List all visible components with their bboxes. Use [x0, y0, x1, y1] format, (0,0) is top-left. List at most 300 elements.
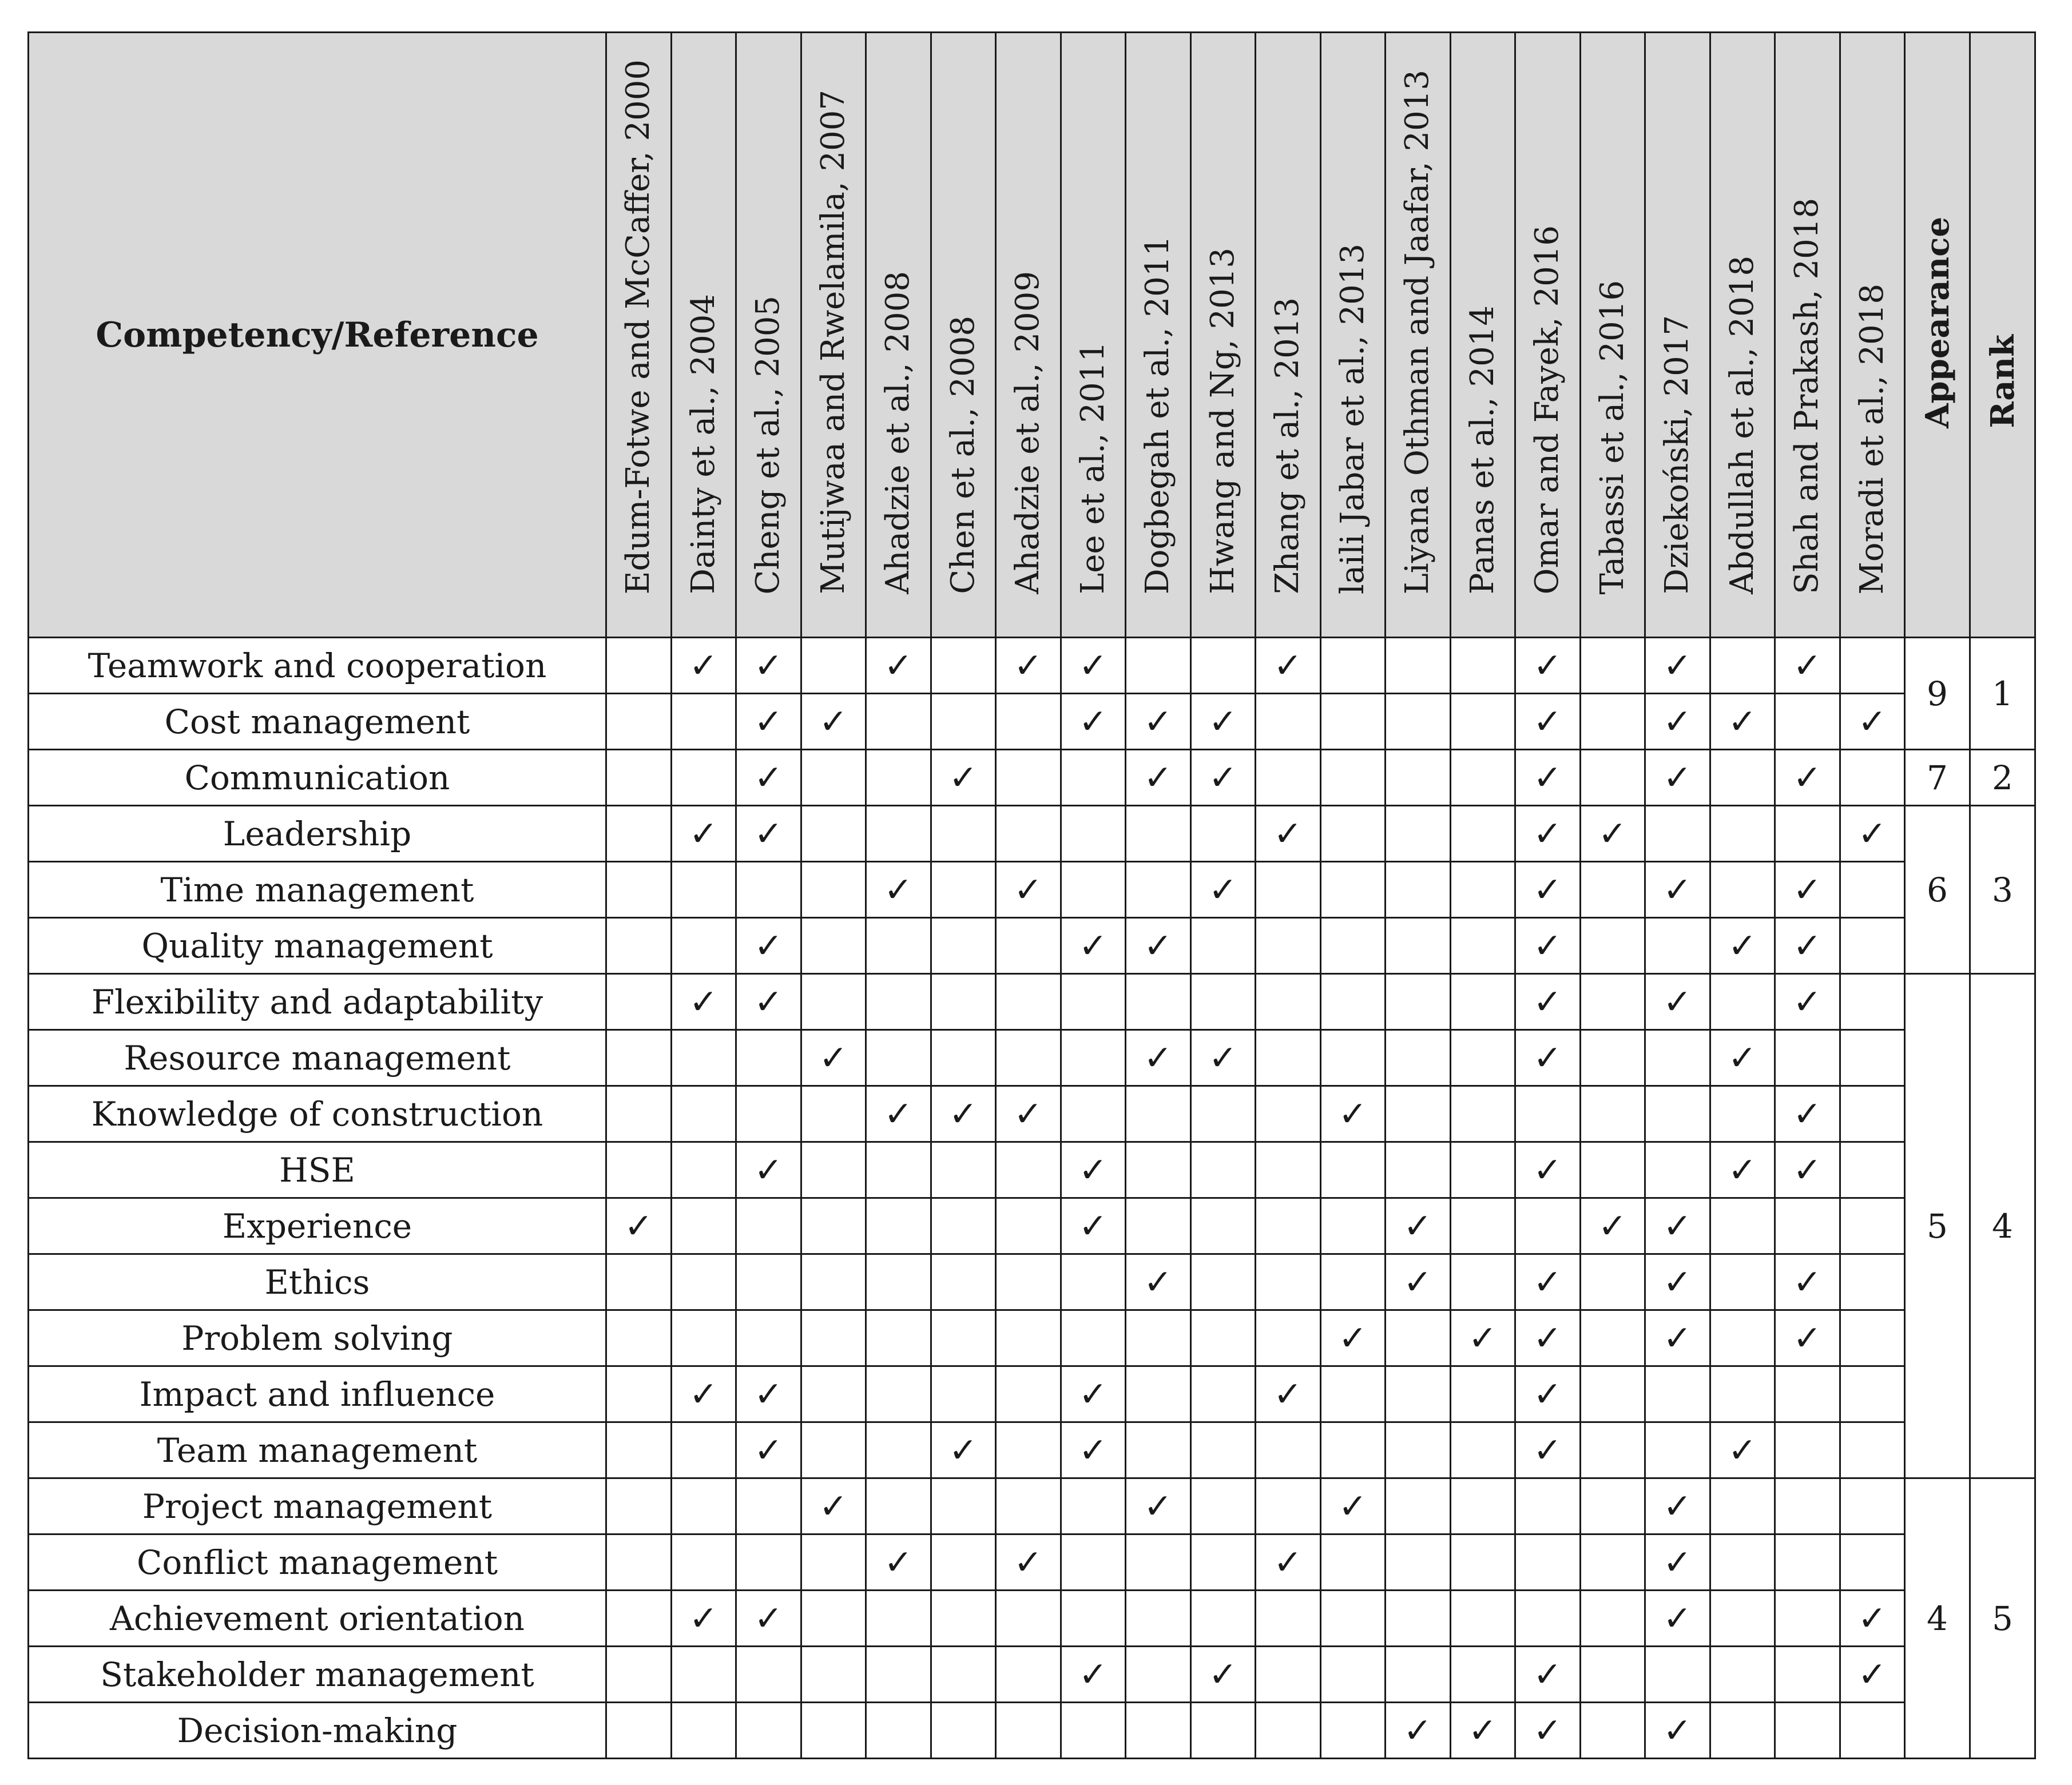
empty-cell [606, 1647, 672, 1703]
empty-cell [1256, 918, 1321, 974]
check-mark: ✓ [1386, 1198, 1451, 1254]
empty-cell [1126, 806, 1191, 862]
empty-cell [1775, 1478, 1840, 1534]
empty-cell [1256, 1030, 1321, 1086]
check-mark: ✓ [1450, 1703, 1515, 1759]
empty-cell [1386, 1647, 1451, 1703]
empty-cell [671, 750, 736, 806]
empty-cell [1190, 918, 1256, 974]
check-mark: ✓ [1645, 974, 1710, 1030]
empty-cell [1450, 1534, 1515, 1591]
check-mark: ✓ [736, 1366, 801, 1422]
empty-cell [1061, 1086, 1126, 1142]
appearance-value: 9 [1905, 638, 1970, 750]
competency-label: Experience [29, 1198, 606, 1254]
empty-cell [1515, 1198, 1581, 1254]
reference-label: Ahadzie et al., 2009 [1009, 271, 1047, 594]
check-mark: ✓ [736, 1591, 801, 1647]
empty-cell [1710, 1366, 1775, 1422]
check-mark: ✓ [931, 1086, 996, 1142]
check-mark: ✓ [1775, 1310, 1840, 1366]
check-mark: ✓ [1126, 750, 1191, 806]
empty-cell [1190, 1422, 1256, 1478]
reference-header [1190, 33, 1256, 638]
empty-cell [1840, 974, 1905, 1030]
table-row [29, 750, 2035, 806]
competency-label: Cost management [29, 694, 606, 750]
empty-cell [1580, 1647, 1645, 1703]
empty-cell [1386, 974, 1451, 1030]
check-mark: ✓ [1126, 918, 1191, 974]
competency-label: Quality management [29, 918, 606, 974]
empty-cell [931, 1478, 996, 1534]
empty-cell [1580, 1310, 1645, 1366]
empty-cell [801, 1086, 866, 1142]
empty-cell [866, 1142, 931, 1198]
empty-cell [1840, 638, 1905, 694]
empty-cell [671, 862, 736, 918]
empty-cell [1256, 862, 1321, 918]
empty-cell [1775, 1030, 1840, 1086]
empty-cell [606, 1142, 672, 1198]
empty-cell [1061, 1534, 1126, 1591]
empty-cell [1386, 638, 1451, 694]
empty-cell [1580, 750, 1645, 806]
empty-cell [801, 1310, 866, 1366]
reference-header [1450, 33, 1515, 638]
empty-cell [1580, 1591, 1645, 1647]
check-mark: ✓ [996, 862, 1061, 918]
empty-cell [1256, 1254, 1321, 1310]
reference-header [671, 33, 736, 638]
check-mark: ✓ [671, 806, 736, 862]
empty-cell [1126, 1591, 1191, 1647]
empty-cell [1320, 1422, 1386, 1478]
check-mark: ✓ [1840, 1591, 1905, 1647]
empty-cell [1386, 1086, 1451, 1142]
empty-cell [1386, 1478, 1451, 1534]
table-row [29, 974, 2035, 1030]
competency-label: Communication [29, 750, 606, 806]
empty-cell [1386, 1030, 1451, 1086]
empty-cell [671, 1703, 736, 1759]
empty-cell [606, 1422, 672, 1478]
reference-header [1515, 33, 1581, 638]
empty-cell [931, 1534, 996, 1591]
reference-label: Dainty et al., 2004 [684, 294, 722, 594]
empty-cell [801, 918, 866, 974]
check-mark: ✓ [1515, 1422, 1581, 1478]
empty-cell [866, 1366, 931, 1422]
empty-cell [996, 806, 1061, 862]
empty-cell [801, 1647, 866, 1703]
check-mark: ✓ [1061, 1422, 1126, 1478]
empty-cell [1386, 1310, 1451, 1366]
empty-cell [736, 1703, 801, 1759]
empty-cell [1450, 1366, 1515, 1422]
empty-cell [1386, 1591, 1451, 1647]
check-mark: ✓ [1320, 1478, 1386, 1534]
empty-cell [866, 1254, 931, 1310]
competency-label: Teamwork and cooperation [29, 638, 606, 694]
check-mark: ✓ [1061, 1142, 1126, 1198]
empty-cell [606, 694, 672, 750]
check-mark: ✓ [1320, 1310, 1386, 1366]
table-row [29, 1086, 2035, 1142]
table-row [29, 1703, 2035, 1759]
empty-cell [801, 1534, 866, 1591]
empty-cell [1775, 1366, 1840, 1422]
reference-label: Shah and Prakash, 2018 [1788, 198, 1826, 594]
empty-cell [1775, 1703, 1840, 1759]
empty-cell [866, 1030, 931, 1086]
empty-cell [671, 1310, 736, 1366]
competency-label: Flexibility and adaptability [29, 974, 606, 1030]
empty-cell [1645, 918, 1710, 974]
check-mark: ✓ [1645, 1534, 1710, 1591]
check-mark: ✓ [1450, 1310, 1515, 1366]
empty-cell [1320, 1534, 1386, 1591]
check-mark: ✓ [1710, 694, 1775, 750]
check-mark: ✓ [736, 1142, 801, 1198]
competency-label: Ethics [29, 1254, 606, 1310]
empty-cell [1840, 1478, 1905, 1534]
empty-cell [1580, 1534, 1645, 1591]
reference-header [1775, 33, 1840, 638]
check-mark: ✓ [996, 1086, 1061, 1142]
empty-cell [931, 1591, 996, 1647]
empty-cell [1710, 750, 1775, 806]
empty-cell [931, 1647, 996, 1703]
appearance-value: 5 [1905, 974, 1970, 1478]
empty-cell [1450, 750, 1515, 806]
table-row [29, 1366, 2035, 1422]
empty-cell [1386, 1142, 1451, 1198]
reference-header [1256, 33, 1321, 638]
empty-cell [606, 750, 672, 806]
empty-cell [801, 638, 866, 694]
check-mark: ✓ [1515, 1142, 1581, 1198]
empty-cell [931, 806, 996, 862]
check-mark: ✓ [1515, 1647, 1581, 1703]
empty-cell [1580, 1254, 1645, 1310]
check-mark: ✓ [1515, 918, 1581, 974]
empty-cell [1256, 750, 1321, 806]
empty-cell [801, 1591, 866, 1647]
empty-cell [1580, 1703, 1645, 1759]
empty-cell [671, 918, 736, 974]
empty-cell [736, 1254, 801, 1310]
empty-cell [1840, 1254, 1905, 1310]
appearance-header-label: Appearance [1918, 217, 1956, 428]
empty-cell [736, 862, 801, 918]
empty-cell [1190, 1703, 1256, 1759]
appearance-header [1905, 33, 1970, 638]
empty-cell [1450, 694, 1515, 750]
appearance-value: 4 [1905, 1478, 1970, 1759]
empty-cell [801, 1254, 866, 1310]
reference-header [1126, 33, 1191, 638]
empty-cell [1580, 638, 1645, 694]
table-row [29, 1254, 2035, 1310]
check-mark: ✓ [671, 638, 736, 694]
rank-value: 2 [1970, 750, 2035, 806]
empty-cell [1126, 638, 1191, 694]
empty-cell [931, 1030, 996, 1086]
reference-header [1580, 33, 1645, 638]
reference-label: Chen et al., 2008 [944, 316, 982, 594]
appearance-value: 6 [1905, 806, 1970, 974]
empty-cell [931, 1254, 996, 1310]
check-mark: ✓ [1190, 1647, 1256, 1703]
empty-cell [866, 806, 931, 862]
empty-cell [1645, 1422, 1710, 1478]
empty-cell [866, 1703, 931, 1759]
check-mark: ✓ [1710, 918, 1775, 974]
reference-label: Omar and Fayek, 2016 [1529, 225, 1566, 594]
empty-cell [1126, 1422, 1191, 1478]
table-row [29, 1142, 2035, 1198]
empty-cell [1256, 1647, 1321, 1703]
empty-cell [736, 1478, 801, 1534]
empty-cell [931, 918, 996, 974]
empty-cell [1320, 862, 1386, 918]
empty-cell [1840, 750, 1905, 806]
empty-cell [801, 1366, 866, 1422]
rank-header-label: Rank [1983, 335, 2022, 428]
empty-cell [606, 1310, 672, 1366]
empty-cell [1190, 1142, 1256, 1198]
check-mark: ✓ [1645, 1703, 1710, 1759]
empty-cell [1061, 1310, 1126, 1366]
empty-cell [996, 1647, 1061, 1703]
check-mark: ✓ [1840, 1647, 1905, 1703]
empty-cell [1386, 694, 1451, 750]
empty-cell [671, 1254, 736, 1310]
empty-cell [671, 694, 736, 750]
empty-cell [1256, 1198, 1321, 1254]
reference-label: Liyana Othman and Jaafar, 2013 [1399, 69, 1436, 594]
empty-cell [1450, 638, 1515, 694]
reference-header [931, 33, 996, 638]
empty-cell [866, 694, 931, 750]
competency-label: Project management [29, 1478, 606, 1534]
empty-cell [1256, 1310, 1321, 1366]
empty-cell [1710, 638, 1775, 694]
check-mark: ✓ [1645, 694, 1710, 750]
empty-cell [866, 1647, 931, 1703]
empty-cell [1710, 862, 1775, 918]
empty-cell [801, 974, 866, 1030]
empty-cell [1840, 1310, 1905, 1366]
empty-cell [1386, 1534, 1451, 1591]
empty-cell [1061, 974, 1126, 1030]
empty-cell [1256, 974, 1321, 1030]
empty-cell [1061, 862, 1126, 918]
empty-cell [866, 1591, 931, 1647]
competency-label: Knowledge of construction [29, 1086, 606, 1142]
empty-cell [1840, 918, 1905, 974]
empty-cell [606, 638, 672, 694]
check-mark: ✓ [1256, 1366, 1321, 1422]
empty-cell [1320, 1254, 1386, 1310]
empty-cell [931, 1142, 996, 1198]
competency-label: Conflict management [29, 1534, 606, 1591]
empty-cell [1320, 1198, 1386, 1254]
check-mark: ✓ [1061, 1647, 1126, 1703]
table-row [29, 862, 2035, 918]
empty-cell [1126, 1198, 1191, 1254]
check-mark: ✓ [801, 1478, 866, 1534]
empty-cell [1190, 1086, 1256, 1142]
empty-cell [996, 1591, 1061, 1647]
competency-label: Problem solving [29, 1310, 606, 1366]
check-mark: ✓ [671, 1366, 736, 1422]
competency-label: Team management [29, 1422, 606, 1478]
check-mark: ✓ [866, 1534, 931, 1591]
empty-cell [1190, 1591, 1256, 1647]
check-mark: ✓ [1256, 1534, 1321, 1591]
check-mark: ✓ [866, 638, 931, 694]
empty-cell [866, 750, 931, 806]
empty-cell [1710, 1534, 1775, 1591]
reference-header [1710, 33, 1775, 638]
check-mark: ✓ [1645, 1254, 1710, 1310]
check-mark: ✓ [1580, 1198, 1645, 1254]
rank-header [1970, 33, 2035, 638]
empty-cell [1580, 918, 1645, 974]
empty-cell [931, 638, 996, 694]
check-mark: ✓ [931, 750, 996, 806]
empty-cell [1580, 1478, 1645, 1534]
reference-header [606, 33, 672, 638]
check-mark: ✓ [671, 974, 736, 1030]
empty-cell [801, 1198, 866, 1254]
check-mark: ✓ [1775, 1254, 1840, 1310]
check-mark: ✓ [1515, 1030, 1581, 1086]
empty-cell [996, 1142, 1061, 1198]
empty-cell [736, 1310, 801, 1366]
table-row [29, 1030, 2035, 1086]
check-mark: ✓ [1190, 862, 1256, 918]
empty-cell [801, 1703, 866, 1759]
check-mark: ✓ [1710, 1030, 1775, 1086]
check-mark: ✓ [931, 1422, 996, 1478]
empty-cell [1450, 1647, 1515, 1703]
empty-cell [1190, 806, 1256, 862]
empty-cell [671, 1198, 736, 1254]
empty-cell [1126, 1142, 1191, 1198]
check-mark: ✓ [1840, 694, 1905, 750]
empty-cell [1126, 1703, 1191, 1759]
empty-cell [1710, 1703, 1775, 1759]
empty-cell [1450, 1142, 1515, 1198]
empty-cell [1580, 694, 1645, 750]
empty-cell [1126, 1086, 1191, 1142]
reference-header [866, 33, 931, 638]
reference-header [1320, 33, 1386, 638]
empty-cell [1645, 1142, 1710, 1198]
table-row [29, 1591, 2035, 1647]
empty-cell [931, 1310, 996, 1366]
empty-cell [1580, 1422, 1645, 1478]
check-mark: ✓ [1645, 1478, 1710, 1534]
empty-cell [1450, 1478, 1515, 1534]
empty-cell [1061, 750, 1126, 806]
empty-cell [606, 862, 672, 918]
empty-cell [1580, 1030, 1645, 1086]
empty-cell [866, 974, 931, 1030]
competency-label: Time management [29, 862, 606, 918]
empty-cell [931, 1703, 996, 1759]
empty-cell [1645, 1647, 1710, 1703]
check-mark: ✓ [1061, 918, 1126, 974]
empty-cell [931, 862, 996, 918]
empty-cell [1320, 694, 1386, 750]
empty-cell [1710, 1647, 1775, 1703]
empty-cell [996, 1198, 1061, 1254]
check-mark: ✓ [1386, 1254, 1451, 1310]
table-row [29, 1422, 2035, 1478]
empty-cell [1775, 1591, 1840, 1647]
competency-label: Stakeholder management [29, 1647, 606, 1703]
empty-cell [1061, 806, 1126, 862]
empty-cell [1190, 1534, 1256, 1591]
empty-cell [1386, 750, 1451, 806]
empty-cell [931, 1198, 996, 1254]
empty-cell [671, 1478, 736, 1534]
check-mark: ✓ [1775, 974, 1840, 1030]
empty-cell [996, 1030, 1061, 1086]
empty-cell [996, 974, 1061, 1030]
empty-cell [1386, 1366, 1451, 1422]
empty-cell [1775, 806, 1840, 862]
check-mark: ✓ [1515, 1703, 1581, 1759]
table-row [29, 1198, 2035, 1254]
empty-cell [1840, 1703, 1905, 1759]
empty-cell [1645, 1366, 1710, 1422]
empty-cell [1190, 1366, 1256, 1422]
table-row [29, 1647, 2035, 1703]
empty-cell [1126, 1310, 1191, 1366]
empty-cell [931, 974, 996, 1030]
empty-cell [606, 1030, 672, 1086]
check-mark: ✓ [1126, 694, 1191, 750]
reference-header [736, 33, 801, 638]
empty-cell [1645, 1086, 1710, 1142]
empty-cell [866, 1310, 931, 1366]
empty-cell [1320, 974, 1386, 1030]
empty-cell [1190, 1478, 1256, 1534]
check-mark: ✓ [1126, 1030, 1191, 1086]
reference-label: Zhang et al., 2013 [1269, 297, 1307, 594]
reference-label: Hwang and Ng, 2013 [1204, 248, 1241, 594]
empty-cell [1190, 974, 1256, 1030]
reference-header [801, 33, 866, 638]
empty-cell [1256, 1478, 1321, 1534]
empty-cell [996, 1422, 1061, 1478]
empty-cell [671, 1534, 736, 1591]
empty-cell [1840, 1030, 1905, 1086]
empty-cell [1190, 1198, 1256, 1254]
empty-cell [606, 1366, 672, 1422]
check-mark: ✓ [1775, 750, 1840, 806]
empty-cell [1840, 1534, 1905, 1591]
empty-cell [1320, 1030, 1386, 1086]
check-mark: ✓ [736, 918, 801, 974]
empty-cell [1256, 1591, 1321, 1647]
check-mark: ✓ [1061, 1198, 1126, 1254]
